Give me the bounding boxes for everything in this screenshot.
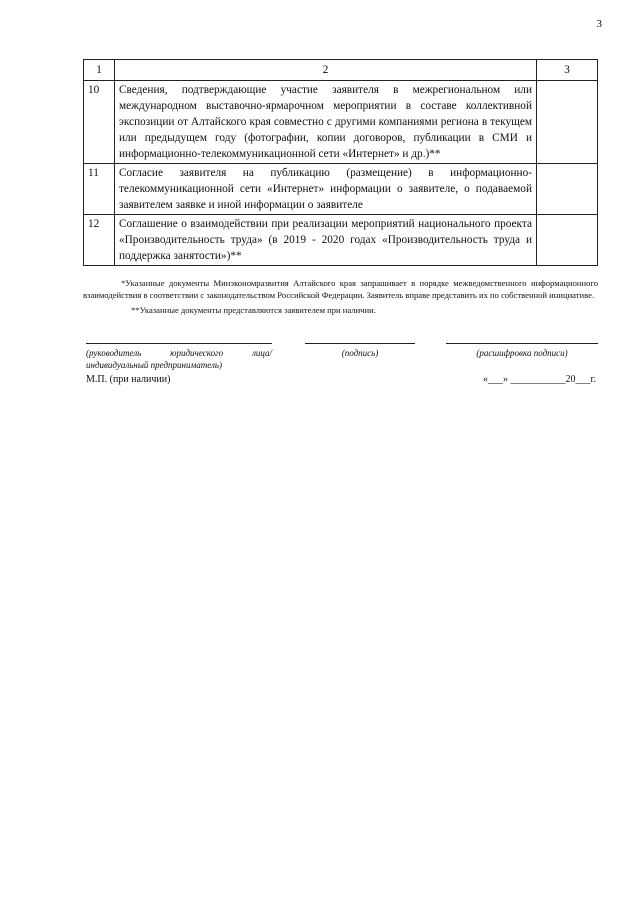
row-description: Соглашение о взаимодействии при реализации мероприятий национального проекта «Производительность труда» (в 2019 - 2020 годах «Производительность труда и поддержка занятости»)** (115, 215, 537, 266)
table-row (84, 215, 598, 266)
row-description: Сведения, подтверждающие участие заявителя в межрегиональном или международном выставочно-ярмарочном мероприятии в составе коллективной экспозиции от Алтайского края совместно с другими компаниями региона в текущем или предыдущем году (фотографии, копии договоров, публикации в СМИ и информационно-телекоммуникационной сети «Интернет» и др.)** (115, 81, 537, 164)
documents-table (83, 59, 598, 266)
page-number: 3 (596, 18, 602, 30)
footnote-2: **Указанные документы представляются заявителем при наличии. (131, 305, 376, 315)
row-mark (537, 81, 598, 164)
stamp-place: М.П. (при наличии) (86, 374, 171, 385)
signature-line-sign (305, 343, 415, 344)
table-header-row (84, 60, 598, 81)
row-mark (537, 215, 598, 266)
signature-line-position (86, 343, 272, 344)
date-line: «___» ___________20___г. (483, 374, 596, 385)
signature-caption-sign: (подпись) (341, 348, 379, 358)
row-number: 11 (84, 164, 115, 215)
header-col-2: 2 (115, 60, 537, 81)
signature-line-name (446, 343, 598, 344)
row-description: Согласие заявителя на публикацию (размещение) в информационно-телекоммуникационной сети «Интернет» информации о заявителе, о подаваемой заявителем заявке и иной информации о заявителе (115, 164, 537, 215)
table-row (84, 81, 598, 164)
row-number: 10 (84, 81, 115, 164)
header-col-1: 1 (84, 60, 115, 81)
footnote-1: *Указанные документы Минэкономразвития Алтайского края запрашивает в порядке межведомственного информационного взаимодействия в соответствии с законодательством Российской Федерации. Заявитель вправе представить их по собственной инициативе. (83, 278, 598, 300)
footnotes (83, 278, 598, 317)
table-row (84, 164, 598, 215)
row-number: 12 (84, 215, 115, 266)
signature-caption-position: (руководитель юридического лица/индивидуальный предприниматель) (86, 348, 272, 370)
header-col-3: 3 (537, 60, 598, 81)
row-mark (537, 164, 598, 215)
signature-caption-name: (расшифровка подписи) (476, 348, 568, 358)
